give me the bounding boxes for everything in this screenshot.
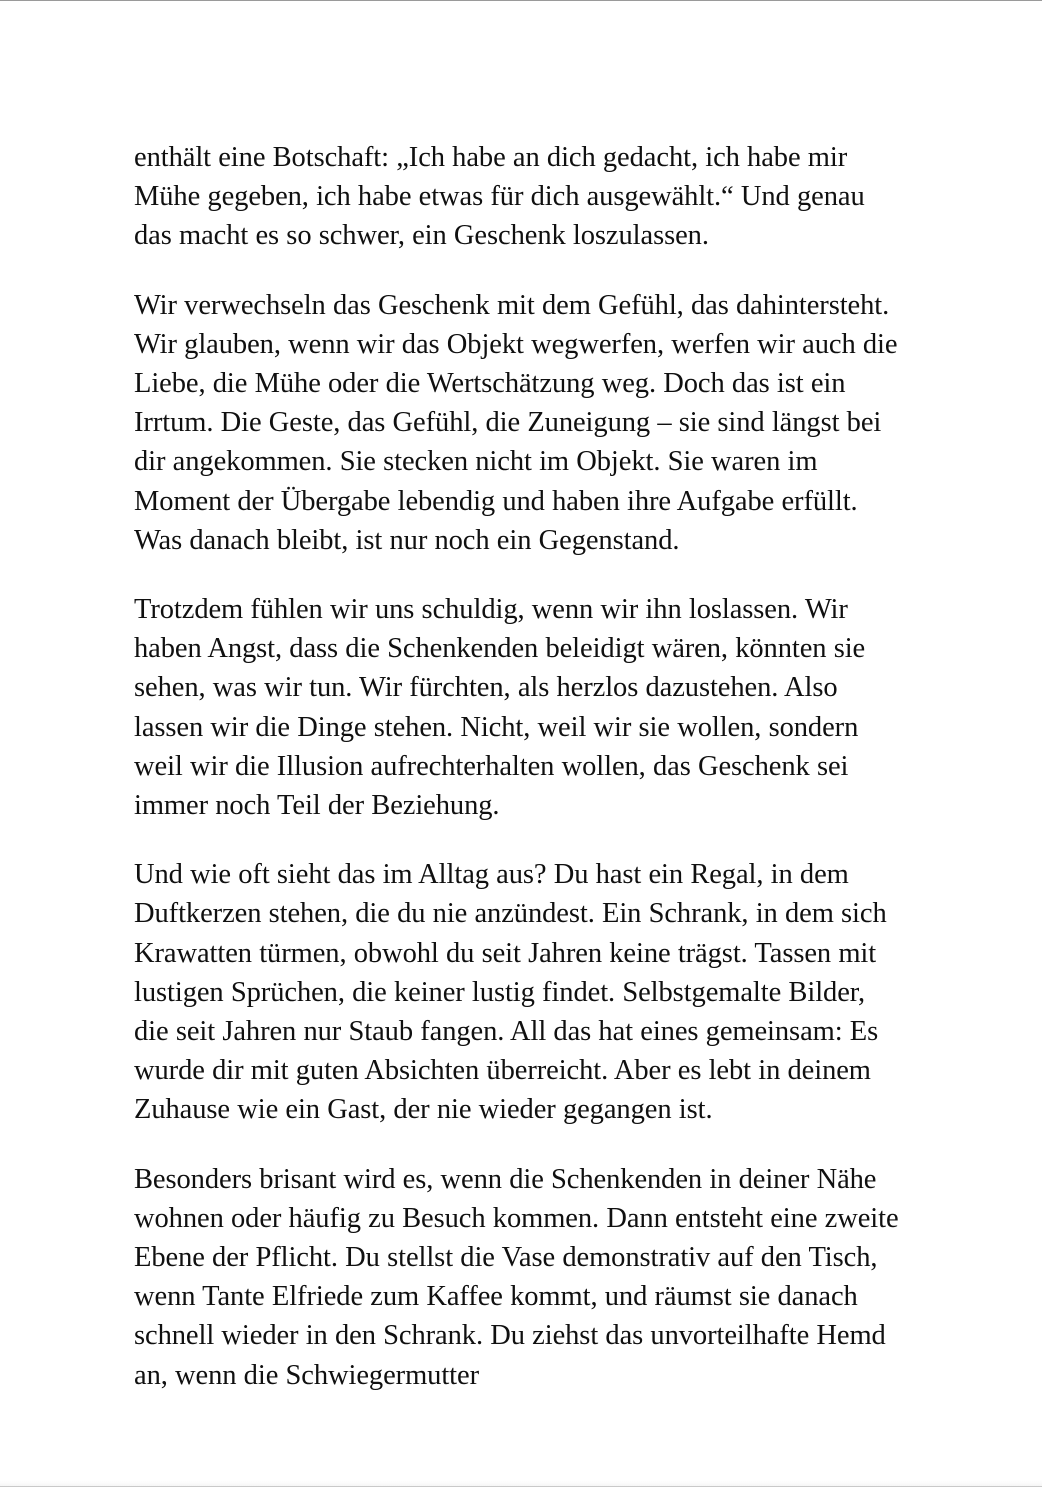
body-paragraph-5: Besonders brisant wird es, wenn die Schenkenden in deiner Nähe wohnen oder häufig zu Besuch kommen. Dann entsteht eine zweite Ebene der Pflicht. Du stellst die Vase demonstrativ auf den Tisch, wenn Tante Elfriede zum Kaffee kommt, und räumst sie danach schnell wieder in den Schrank. Du ziehst das unvorteilhafte Hemd an, wenn die Schwiegermutter [134, 1163, 899, 1391]
body-paragraph-4: Und wie oft sieht das im Alltag aus? Du hast ein Regal, in dem Duftkerzen stehen, die du nie anzündest. Ein Schrank, in dem sich Krawatten türmen, obwohl du seit Jahren keine trägst. Tassen mit lustigen Sprüchen, die keiner lustig findet. Selbstgemalte Bilder, die seit Jahren nur Staub fangen. All das hat eines gemeinsam: Es wurde dir mit guten Absichten überreicht. Aber es lebt in deinem Zuhause wie ein Gast, der nie wieder gegangen ist. [134, 859, 887, 1126]
body-text-column [134, 138, 906, 1395]
body-paragraph-1: enthält eine Botschaft: „Ich habe an dich gedacht, ich habe mir Mühe gegeben, ich habe etwas für dich ausgewählt.“ Und genau das macht es so schwer, ein Geschenk loszulassen. [134, 142, 865, 252]
body-paragraph-3: Trotzdem fühlen wir uns schuldig, wenn wir ihn loslassen. Wir haben Angst, dass die Schenkenden beleidigt wären, könnten sie sehen, was wir tun. Wir fürchten, als herzlos dazustehen. Also lassen wir die Dinge stehen. Nicht, weil wir sie wollen, sondern weil wir die Illusion aufrechterhalten wollen, das Geschenk sei immer noch Teil der Beziehung. [134, 594, 866, 822]
page-top-border [0, 0, 1042, 1]
body-paragraph-2: Wir verwechseln das Geschenk mit dem Gefühl, das dahintersteht. Wir glauben, wenn wir das Objekt wegwerfen, werfen wir auch die Liebe, die Mühe oder die Wertschätzung weg. Doch das ist ein Irrtum. Die Geste, das Gefühl, die Zuneigung – sie sind längst bei dir angekommen. Sie stecken nicht im Objekt. Sie waren im Moment der Übergabe lebendig und haben ihre Aufgabe erfüllt. Was danach bleibt, ist nur noch ein Gegenstand. [134, 289, 898, 556]
